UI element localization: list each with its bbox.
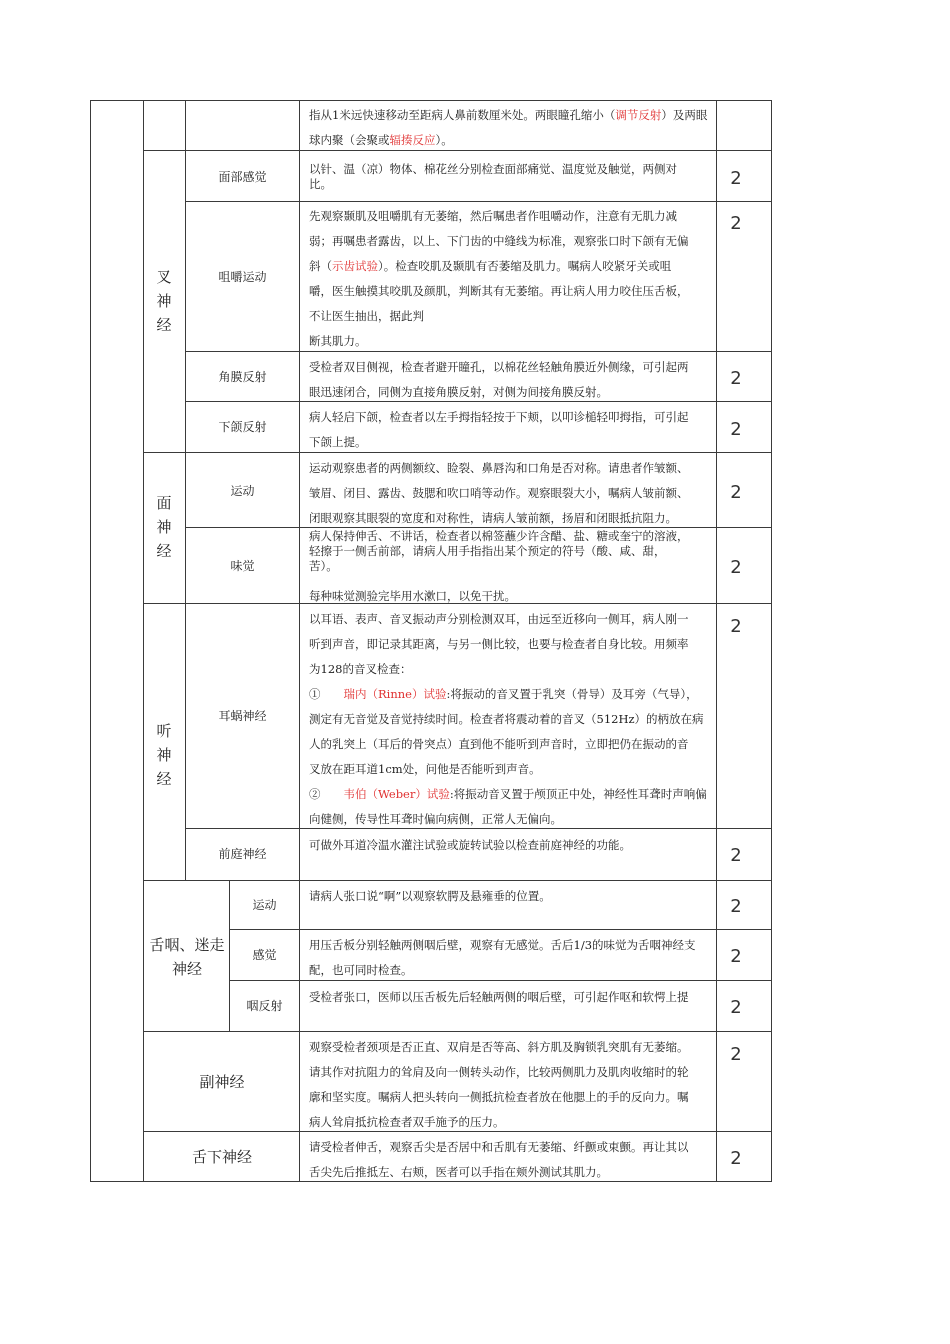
item-description-facial-sensation: 以针、温（凉）物体、棉花丝分别检查面部痛觉、温度觉及触觉，两侧对 比。 — [309, 162, 677, 191]
item-description-chewing — [309, 204, 711, 354]
column-divider-desc — [299, 100, 300, 1182]
group-label-trigeminal: 叉 神 经 — [156, 268, 172, 334]
row-continued-description — [309, 103, 711, 153]
score-pharynx-motor: 2 — [730, 896, 742, 917]
column-divider-score — [716, 100, 717, 1182]
description-text: :将振动音叉置于颅顶正中处，神经性耳聋时声响偏 向健侧，传导性耳聋时偏向病侧，正常人无偏向。 — [309, 787, 707, 826]
item-description-vestibular: 可做外耳道冷温水灌注试验或旋转试验以检查前庭神经的功能。 — [309, 838, 631, 852]
item-label-taste: 味觉 — [230, 559, 255, 573]
row-line — [143, 1031, 772, 1032]
item-label-jaw-reflex: 下颌反射 — [218, 420, 267, 434]
description-text: ）。检查咬肌及颞肌有否萎缩及肌力。嘱病人咬紧牙关或咀 嚼，医生触摸其咬肌及颜肌，判断其有无萎缩。再让病人用力咬住压舌板， 不让医生抽出，据此判 断其肌力。 — [309, 259, 689, 348]
score-gag-reflex: 2 — [730, 997, 742, 1018]
item-label-pharynx-sensory: 感觉 — [252, 948, 277, 962]
score-facial-motor: 2 — [730, 482, 742, 503]
item-label-chewing: 咀嚼运动 — [218, 270, 267, 284]
highlight-term: 调节反射 — [615, 108, 662, 122]
score-corneal-reflex: 2 — [730, 368, 742, 389]
score-taste: 2 — [730, 557, 742, 578]
row-line — [229, 929, 772, 930]
item-label-cochlear: 耳蜗神经 — [218, 709, 267, 723]
score-vestibular: 2 — [730, 845, 742, 866]
table-border-right — [771, 100, 772, 1182]
item-description-taste — [309, 529, 711, 574]
item-description-hypoglossal: 请受检者伸舌，观察舌尖是否居中和舌肌有无萎缩、纤颤或束颤。再让其以 舌尖先后推抵左、右颊，医者可以手指在颊外测试其肌力。 — [309, 1140, 689, 1179]
description-text: 指从1米远快速移动至距病人鼻前数厘米处。两眼瞳孔缩小（ — [309, 108, 616, 122]
item-description-pharynx-sensory: 用压舌板分别轻触两侧咽后壁，观察有无感觉。舌后1/3的味觉为舌咽神经支 配，也可同时检查。 — [309, 938, 696, 977]
score-facial-sensation: 2 — [730, 168, 742, 189]
description-text: 病人保持伸舌、不讲话，检查者以棉签蘸少许含醋、盐、糖或奎宁的溶液， 轻擦于一侧舌前部，请病人用手指指出某个预定的符号（酸、咸、甜， 苦）。 — [309, 529, 689, 573]
description-text: ）。 — [435, 133, 453, 147]
score-pharynx-sensory: 2 — [730, 946, 742, 967]
item-description-facial-motor: 运动观察患者的两侧额纹、睑裂、鼻唇沟和口角是否对称。请患者作皱额、 皱眉、闭目、露齿、鼓腮和吹口哨等动作。观察眼裂大小，嘱病人皱前额、 闭眼观察其眼裂的宽度和对称性，请病人皱前额，扬眉和闭眼抵抗阻力。 — [309, 461, 689, 525]
group-label-glosso-vagus: 舌咽、迷走 神经 — [149, 936, 225, 978]
column-divider-1 — [143, 100, 144, 1182]
score-hypoglossal: 2 — [730, 1148, 742, 1169]
group-label-auditory: 听神 经 — [156, 722, 172, 788]
item-label-corneal-reflex: 角膜反射 — [218, 370, 267, 384]
row-line — [143, 880, 772, 881]
item-description-pharynx-motor: 请病人张口说“啊”以观察软腭及悬雍垂的位置。 — [309, 889, 551, 903]
group-label-accessory: 副神经 — [199, 1073, 245, 1091]
highlight-term: 瑞内（Rinne）试验 — [343, 687, 447, 701]
item-description-jaw-reflex: 病人轻启下颌，检查者以左手拇指轻按于下颊，以叩诊槌轻叩拇指，可引起 下颌上提。 — [309, 410, 689, 449]
item-label-facial-sensation: 面部感觉 — [218, 170, 267, 184]
score-jaw-reflex: 2 — [730, 419, 742, 440]
item-label-gag-reflex: 咽反射 — [246, 999, 283, 1013]
table-border-top — [90, 100, 772, 101]
highlight-term: 示齿试验 — [332, 259, 378, 273]
table-border-left — [90, 100, 91, 1182]
description-text: 以耳语、表声、音叉振动声分别检测双耳，由远至近移向一侧耳，病人刚一 听到声音，即记录其距离，与另一侧比较，也要与检查者自身比较。用频率 为128的音叉检查： — [309, 612, 689, 676]
item-description-corneal-reflex: 受检者双目侧视，检查者避开瞳孔，以棉花丝轻触角膜近外侧缘，可引起两 眼迅速闭合，同侧为直接角膜反射，对侧为间接角膜反射。 — [309, 360, 689, 399]
highlight-term: 韦伯（Weber）试验 — [343, 787, 450, 801]
row-line — [185, 201, 772, 202]
score-accessory: 2 — [730, 1044, 742, 1065]
description-text: 先观察颞肌及咀嚼肌有无萎缩，然后嘱患者作咀嚼动作，注意有无肌力减 弱；再嘱患者露齿，以上、下门齿的中缝线为标准，观察张口时下颌有无偏 斜（ — [309, 209, 689, 273]
item-description-gag-reflex: 受检者张口，医师以压舌板先后轻触两侧的咽后壁，可引起作呕和软愕上提 — [309, 990, 689, 1004]
item-label-pharynx-motor: 运动 — [252, 898, 277, 912]
item-label-facial-motor: 运动 — [230, 484, 255, 498]
item-description-cochlear — [309, 607, 711, 832]
description-text: ）及两眼球内聚（会聚或 — [309, 108, 708, 147]
highlight-term: 辐揍反应 — [389, 133, 436, 147]
group-label-hypoglossal: 舌下神经 — [191, 1148, 252, 1166]
score-chewing: 2 — [730, 213, 742, 234]
item-description-taste-note: 每种味觉测验完毕用水漱口，以免干扰。 — [309, 589, 516, 603]
group-label-facial: 面 神 经 — [156, 494, 172, 560]
list-marker: ② — [309, 787, 321, 801]
score-cochlear: 2 — [730, 616, 742, 637]
description-text: :将振动的音叉置于乳突（骨导）及耳旁（气导）， 测定有无音觉及音觉持续时间。检查者将震动着的音叉（512Hz）的柄放在病 人的乳突上（耳后的骨突点）直到他不能听到声音时，立即把仍在振动的音 叉放在距耳道1cm处，问他是否能听到声音。 — [309, 687, 704, 776]
item-label-vestibular: 前庭神经 — [218, 847, 267, 861]
list-marker: ① — [309, 687, 321, 701]
item-description-accessory: 观察受检者颈项是否正直、双肩是否等高、斜方肌及胸锁乳突肌有无萎缩。 请其作对抗阻力的耸肩及向一侧转头动作，比较两侧肌力及肌肉收缩时的轮 廓和坚实度。嘱病人把头转向一侧抵抗检查者放在他腮上的手的反向力。嘱 病人耸肩抵抗检查者双手施予的压力。 — [309, 1040, 689, 1129]
